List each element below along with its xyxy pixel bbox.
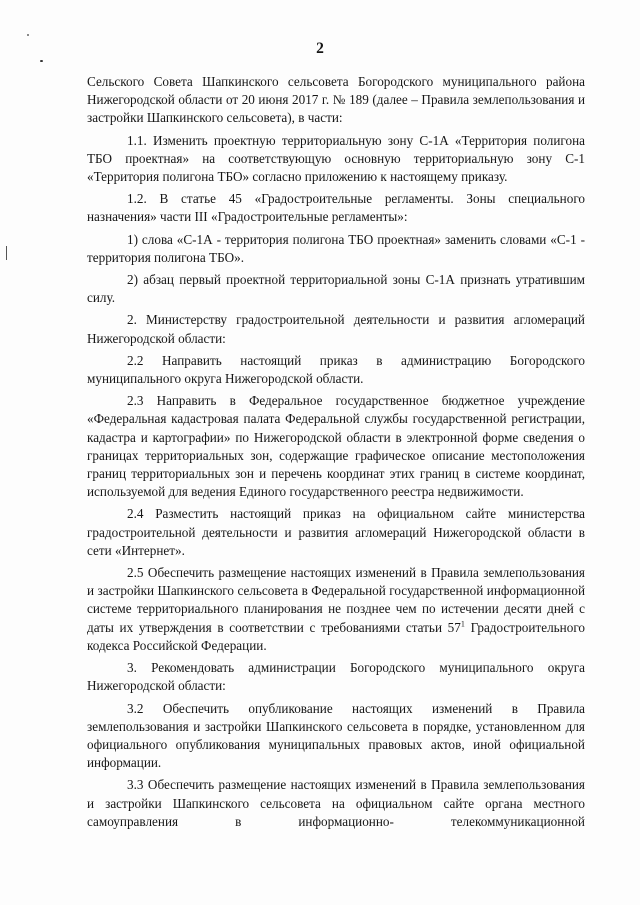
paragraph-intro-continuation: Сельского Совета Шапкинского сельсовета Богородского муниципального района Нижегородской области от 20 июня 2017 г. № 189 (далее – Правила землепользования и застройки Шапкинского сельсовета), в части:	[87, 74, 585, 126]
paragraph-3: 3. Рекомендовать администрации Богородского муниципального округа Нижегородской области:	[87, 660, 585, 694]
paragraph-1-1: 1.1. Изменить проектную территориальную зону С-1А «Территория полигона ТБО проектная» на соответствующую основную территориальную зону С-1 «Территория полигона ТБО» согласно приложению к настоящему приказу.	[87, 132, 585, 185]
document-body	[87, 73, 585, 835]
paragraph-1-2-item-1: 1) слова «С-1А - территория полигона ТБО проектная» заменить словами «С-1 - территория полигона ТБО».	[87, 231, 585, 265]
paragraph-2: 2. Министерству градостроительной деятельности и развития агломераций Нижегородской области:	[87, 312, 585, 346]
paragraph-2-5-text: 2.5 Обеспечить размещение настоящих изменений в Правила землепользования и застройки Шапкинского сельсовета в Федеральной государственной информационной системе территориального планирования не позднее чем по истечении десяти дней с даты их утверждения в соответствии с требованиями статьи 57	[87, 565, 585, 635]
paragraph-3-3: 3.3 Обеспечить размещение настоящих изменений в Правила землепользования и застройки Шапкинского сельсовета на официальном сайте органа местного самоуправления в информационно- телекоммуникационной	[87, 777, 585, 829]
paragraph-1-2-item-2: 2) абзац первый проектной территориальной зоны С-1А признать утратившим силу.	[87, 272, 585, 306]
page-number: 2	[316, 40, 324, 57]
paragraph-2-3: 2.3 Направить в Федеральное государственное бюджетное учреждение «Федеральная кадастровая палата Федеральной службы государственной регистрации, кадастра и картографии» по Нижегородской области в электронной форме сведения о границах территориальных зон, содержащие графическое описание местоположения границ территориальных зон и перечень координат этих границ в системе координат, используемой для ведения Единого государственного реестра недвижимости.	[87, 393, 585, 500]
scan-edge-mark	[6, 246, 7, 260]
paragraph-2-5	[87, 564, 585, 655]
scan-speck	[27, 34, 29, 36]
paragraph-1-2: 1.2. В статье 45 «Градостроительные регламенты. Зоны специального назначения» части III «Градостроительные регламенты»:	[87, 191, 585, 225]
paragraph-2-5-tail: Градостроительного кодекса Российской Федерации.	[87, 619, 585, 653]
paragraph-2-2: 2.2 Направить настоящий приказ в администрацию Богородского муниципального округа Нижегородской области.	[87, 352, 585, 387]
paragraph-2-4: 2.4 Разместить настоящий приказ на официальном сайте министерства градостроительной деятельности и развития агломераций Нижегородской области в сети «Интернет».	[87, 506, 585, 558]
article-superscript: 1	[460, 619, 465, 629]
paragraph-3-2: 3.2 Обеспечить опубликование настоящих изменений в Правила землепользования и застройки Шапкинского сельсовета в порядке, установленном для официального опубликования муниципальных правовых актов, иной официальной информации.	[87, 700, 585, 771]
scan-speck	[40, 60, 43, 62]
